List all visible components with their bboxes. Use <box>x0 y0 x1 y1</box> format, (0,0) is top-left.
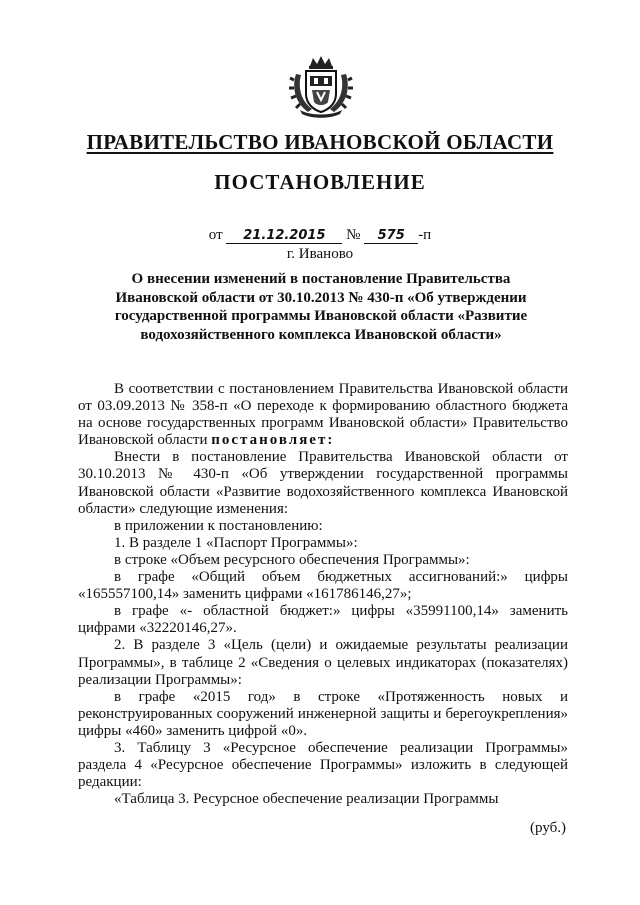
paragraph: Внести в постановление Правительства Ивановской области от 30.10.2013 № 430-п «Об утверждении государственной программы Ивановской области «Развитие водохозяйственного комплекса Ивановской области» следующие изменения: <box>78 449 568 517</box>
organization-title: ПРАВИТЕЛЬСТВО ИВАНОВСКОЙ ОБЛАСТИ <box>86 130 554 154</box>
currency-unit: (руб.) <box>530 820 566 836</box>
number-suffix: -п <box>418 227 432 243</box>
paragraph: 2. В разделе 3 «Цель (цели) и ожидаемые результаты реализации Программы», в таблице 2 «Сведения о целевых индикаторах (показателях) реализации Программы»: <box>78 637 568 688</box>
paragraph: в строке «Объем ресурсного обеспечения Программы»: <box>114 551 470 568</box>
paragraph <box>78 381 568 449</box>
city: г. Иваново <box>286 246 354 262</box>
subject-line: государственной программы Ивановской области «Развитие <box>114 308 528 324</box>
number-sign: № <box>346 227 361 243</box>
paragraph: «Таблица 3. Ресурсное обеспечение реализации Программы <box>114 791 499 808</box>
document-date: 21.12.2015 <box>226 228 342 244</box>
paragraph: в графе «Общий объем бюджетных ассигнований:» цифры «165557100,14» заменить цифрами «161786146,27»; <box>78 569 568 603</box>
paragraph: 1. В разделе 1 «Паспорт Программы»: <box>114 534 358 551</box>
paragraph: 3. Таблицу 3 «Ресурсное обеспечение реализации Программы» раздела 4 «Ресурсное обеспечение Программы» изложить в следующей редакции: <box>78 739 568 791</box>
paragraph: в графе «- областной бюджет:» цифры «35991100,14» заменить цифрами «32220146,27». <box>78 603 568 637</box>
document-type: ПОСТАНОВЛЕНИЕ <box>214 170 426 194</box>
paragraph: в графе «2015 год» в строке «Протяженность новых и реконструированных сооружений инженерной защиты и берегоукрепления» цифры «460» заменить цифрой «0». <box>78 688 568 739</box>
coat-of-arms-icon <box>288 54 354 120</box>
subject-line: Ивановской области от 30.10.2013 № 430-п «Об утверждении <box>115 289 527 306</box>
decree-word: постановляет: <box>211 432 335 449</box>
subject-line: водохозяйственного комплекса Ивановской области» <box>140 326 502 343</box>
document-subject <box>90 270 552 344</box>
paragraph-text: В соответствии с постановлением Правительства Ивановской области от 03.09.2013 № 358-п «О переходе к формированию областного бюджета на основе государственных программ Ивановской области» Правительство Ивановской области <box>78 381 568 449</box>
date-number-line <box>0 227 640 244</box>
document-number: 575 <box>364 228 418 244</box>
document-body <box>78 381 568 808</box>
paragraph: в приложении к постановлению: <box>114 517 323 534</box>
subject-line: О внесении изменений в постановление Правительства <box>131 271 511 287</box>
date-prefix: от <box>208 227 223 243</box>
